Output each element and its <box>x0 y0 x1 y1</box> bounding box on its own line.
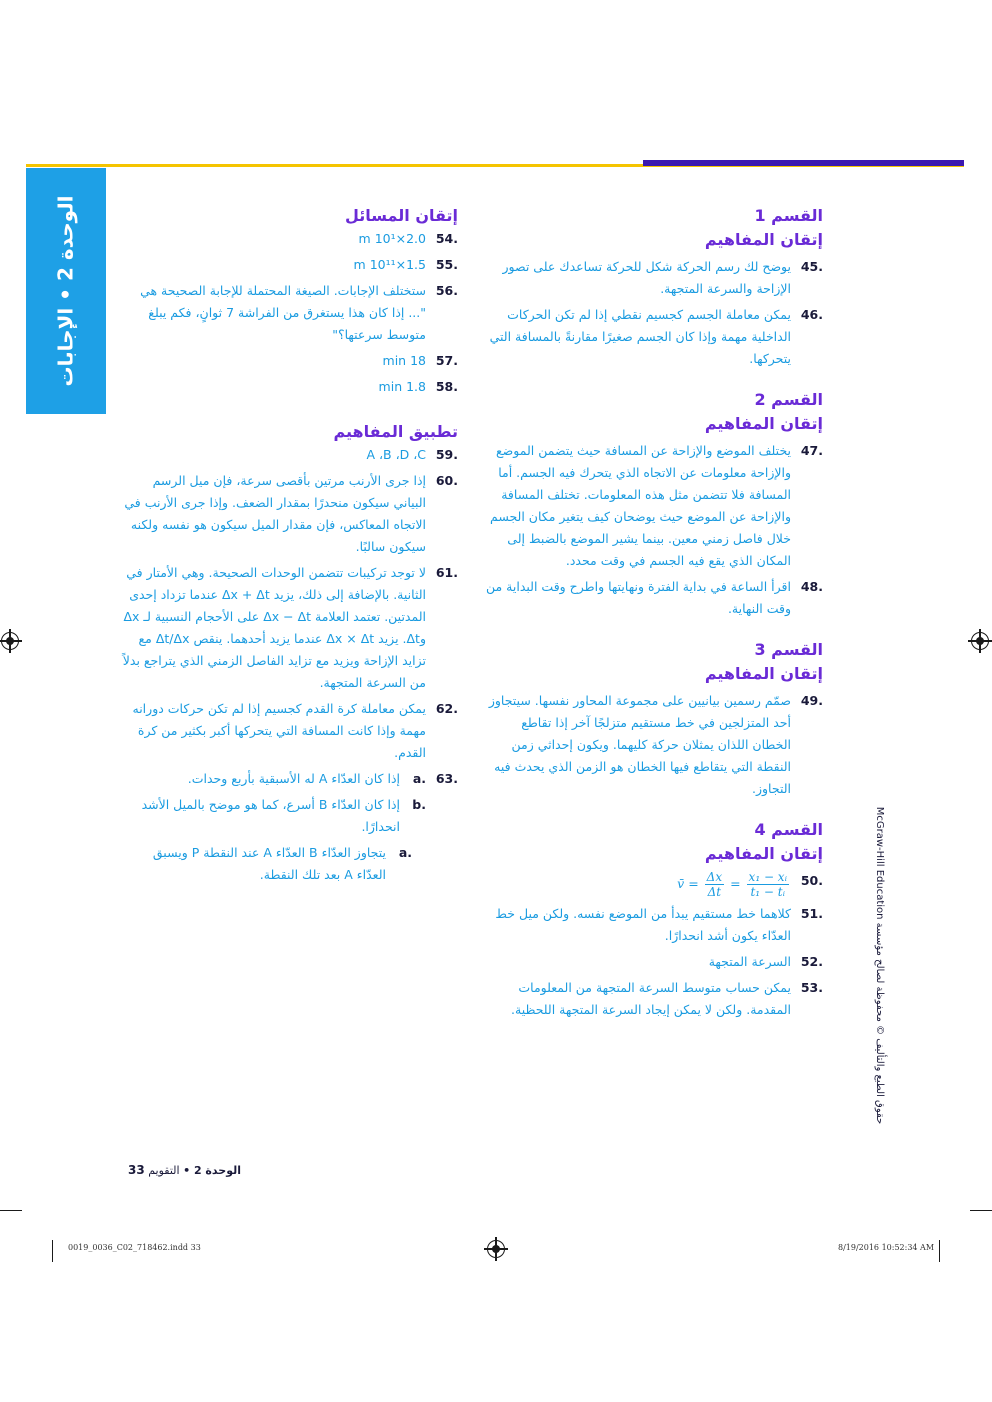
part-text: إذا كان العدّاء A له الأسبقية بأربع وحدات. <box>187 771 400 786</box>
registration-mark-bottom-icon <box>487 1240 505 1258</box>
part-text: يتجاوز العدّاء B العدّاء A عند النقطة P ويسبق العدّاء A بعد تلك النقطة. <box>152 845 386 882</box>
answer-54 <box>120 228 458 250</box>
section-4 <box>480 818 823 1021</box>
answer-number: .52 <box>800 954 823 969</box>
answer-48 <box>480 576 823 620</box>
answer-number: .59 <box>435 447 458 462</box>
copyright-note: حقوق الطبع والتأليف © محفوظة لصالح مؤسسة McGraw-Hill Education <box>874 806 886 1124</box>
answer-text: يوضح لك رسم الحركة شكل للحركة تساعدك على تصور الإزاحة والسرعة المتجهة. <box>502 259 791 296</box>
answer-number: .60 <box>435 473 458 488</box>
answer-59 <box>120 444 458 466</box>
answer-51 <box>480 903 823 947</box>
section-2 <box>480 388 823 620</box>
section-3-heading: إتقان المفاهيم <box>704 664 823 683</box>
slug-timestamp: 8/19/2016 10:52:34 AM <box>838 1243 935 1252</box>
left-column <box>120 204 458 894</box>
formula-fraction-1 <box>705 870 724 899</box>
applying-section <box>120 420 458 890</box>
answer-50 <box>480 870 823 899</box>
problems-heading: إتقان المسائل <box>344 206 458 225</box>
section-2-title: القسم 2 <box>754 390 823 409</box>
section-1-title: القسم 1 <box>754 206 823 225</box>
answer-number: .45 <box>800 259 823 274</box>
answer-text: اقرأ الساعة في بداية الفترة ونهايتها واطرح وقت البداية من وقت النهاية. <box>486 579 791 616</box>
velocity-formula <box>480 870 791 899</box>
registration-mark-left-icon <box>1 632 19 650</box>
slug-filename: 0019_0036_C02_718462.indd 33 <box>68 1243 201 1252</box>
answer-61 <box>120 562 458 694</box>
unit-tab-label-wrap <box>26 168 106 414</box>
formula-lhs: v̄ = <box>677 876 699 891</box>
footer-chapter: التقويم <box>148 1164 180 1177</box>
part-text: إذا كان العدّاء B أسرع، كما هو موضح بالميل الأشد انحدارًا. <box>141 797 400 834</box>
registration-mark-right-icon <box>971 632 989 650</box>
answer-text: صمّم رسمين بيانيين على مجموعة المحاور نفسها. سيتجاوز أحد المتزلجين في خط مستقيم متزلجًا آخر إذا تقاطع الخطان اللذان يمثلان حركة كليهما. ويكون إحداثي زمن النقطة التي يتقاطع فيها الخطان هو الزمن الذي يحدث فيه التجاوز. <box>488 693 791 796</box>
answer-49 <box>480 690 823 800</box>
section-1-heading: إتقان المفاهيم <box>704 230 823 249</box>
answer-text: ستختلف الإجابات. الصيغة المحتملة للإجابة الصحيحة هي "... إذا كان هذا يستغرق من الفراشة 7 ثوانٍ، فكم يبلغ متوسط سرعتها؟" <box>140 283 426 342</box>
fraction-denominator: t₁ − tᵢ <box>750 885 786 899</box>
part-letter: .a <box>412 771 426 786</box>
answer-63-parts <box>120 768 426 890</box>
answer-number: .47 <box>800 443 823 458</box>
page-footer <box>118 1163 241 1177</box>
crop-mark <box>0 1210 22 1211</box>
answer-number: .48 <box>800 579 823 594</box>
answer-60 <box>120 470 458 558</box>
problems-section <box>120 204 458 398</box>
answer-45 <box>480 256 823 300</box>
answer-number: .63 <box>435 771 458 786</box>
answer-52 <box>480 951 823 973</box>
answer-56 <box>120 280 458 346</box>
fraction-numerator: x₁ − xᵢ <box>748 870 787 884</box>
answer-63-part <box>120 794 426 838</box>
answer-text: يختلف الموضع والإزاحة عن المسافة حيث يتضمن الموضع والإزاحة معلومات عن الاتجاه الذي يتحرك فيه الجسم. أما المسافة فلا تتضمن مثل هذه المعلومات. تختلف المسافة والإزاحة عن الموضع حيث يوضحان كيف يتغير مكان الجسم خلال فاصل زمني معين. بينما يشير الموضع بالضبط إلى المكان الذي يقع فيه الجسم في وقت محدد. <box>490 443 791 568</box>
answer-number: .51 <box>800 906 823 921</box>
top-rule-purple <box>643 160 964 166</box>
answer-number: .61 <box>435 565 458 580</box>
section-4-title: القسم 4 <box>754 820 823 839</box>
applying-heading: تطبيق المفاهيم <box>333 422 458 441</box>
right-column <box>480 204 823 1025</box>
answer-number: .50 <box>800 873 823 888</box>
answer-text: 18 min <box>382 353 426 368</box>
answer-number: .49 <box>800 693 823 708</box>
answer-53 <box>480 977 823 1021</box>
unit-tab-label: الوحدة 2 • الإجابات <box>54 195 78 387</box>
section-1 <box>480 204 823 370</box>
answer-text: لا توجد تركيبات تتضمن الوحدات الصحيحة. وهي الأمتار في الثانية. بالإضافة إلى ذلك، يزيد Δx + Δt عندما تزداد إحدى المدتين. تعتمد العلامة Δx − Δt على الأحجام النسبية لـ Δx وΔt. يزيد Δx × Δt عندما يزيد أحدهما. ينقص Δt/Δx مع تزايد الإزاحة ويزيد مع تزايد الفاصل الزمني الذي يتراجع بدلاً من السرعة المتجهة. <box>122 565 426 690</box>
part-letter: .b <box>412 797 426 812</box>
answer-text: 2.0×10¹ m <box>358 231 426 246</box>
crop-mark <box>52 1240 53 1262</box>
answer-text: A ،B ،D ،C <box>366 447 426 462</box>
answer-text: السرعة المتجهة <box>708 954 791 969</box>
answer-text: كلاهما خط مستقيم يبدأ من الموضع نفسه. ولكن ميل خط العدّاء يكون أشد انحدارًا. <box>495 906 791 943</box>
answer-62 <box>120 698 458 764</box>
answer-46 <box>480 304 823 370</box>
section-4-heading: إتقان المفاهيم <box>704 844 823 863</box>
page-number: 33 <box>128 1163 145 1177</box>
answer-47 <box>480 440 823 572</box>
answer-text: يمكن معاملة الجسم كجسيم نقطي إذا لم تكن الحركات الداخلية مهمة وإذا كان الجسم صغيرًا مقارنةً بالمسافة التي يتحركها. <box>489 307 791 366</box>
answer-57 <box>120 350 458 372</box>
answer-text: 1.8 min <box>378 379 426 394</box>
answer-text: يمكن معاملة كرة القدم كجسيم إذا لم تكن حركات دورانه مهمة وإذا كانت المسافة التي يتحركها أكبر بكثير من كرة القدم. <box>132 701 426 760</box>
fraction-denominator: Δt <box>707 885 722 899</box>
section-3 <box>480 638 823 800</box>
answer-number: .58 <box>435 379 458 394</box>
answer-number: .54 <box>435 231 458 246</box>
answer-63 <box>120 768 458 890</box>
answer-text: إذا جرى الأرنب مرتين بأقصى سرعة، فإن ميل الرسم البياني سيكون منحدرًا بمقدار الضعف. وإذا جرى الأرنب في الاتجاه المعاكس، فإن مقدار الميل سيكون هو نفسه ولكنه سيكون سالبًا. <box>124 473 426 554</box>
answer-63-part <box>120 842 412 886</box>
answer-55 <box>120 254 458 276</box>
answer-58 <box>120 376 458 398</box>
answer-number: .53 <box>800 980 823 995</box>
copyright-note-wrap <box>860 800 900 1130</box>
answer-number: .62 <box>435 701 458 716</box>
section-3-title: القسم 3 <box>754 640 823 659</box>
answer-text: 1.5×10¹¹ m <box>353 257 426 272</box>
answer-text: يمكن حساب متوسط السرعة المتجهة من المعلومات المقدمة. ولكن لا يمكن إيجاد السرعة المتجهة اللحظية. <box>511 980 791 1017</box>
answer-number: .55 <box>435 257 458 272</box>
section-2-heading: إتقان المفاهيم <box>704 414 823 433</box>
answer-number: .57 <box>435 353 458 368</box>
crop-mark <box>939 1240 940 1262</box>
answer-number: .56 <box>435 283 458 298</box>
answer-63-part <box>120 768 426 790</box>
crop-mark <box>970 1210 992 1211</box>
answer-number: .46 <box>800 307 823 322</box>
footer-unit: الوحدة 2 • <box>183 1164 241 1177</box>
part-letter: .a <box>398 845 412 860</box>
fraction-numerator: Δx <box>706 870 723 884</box>
formula-equals: = <box>730 876 741 891</box>
formula-fraction-2 <box>747 870 789 899</box>
